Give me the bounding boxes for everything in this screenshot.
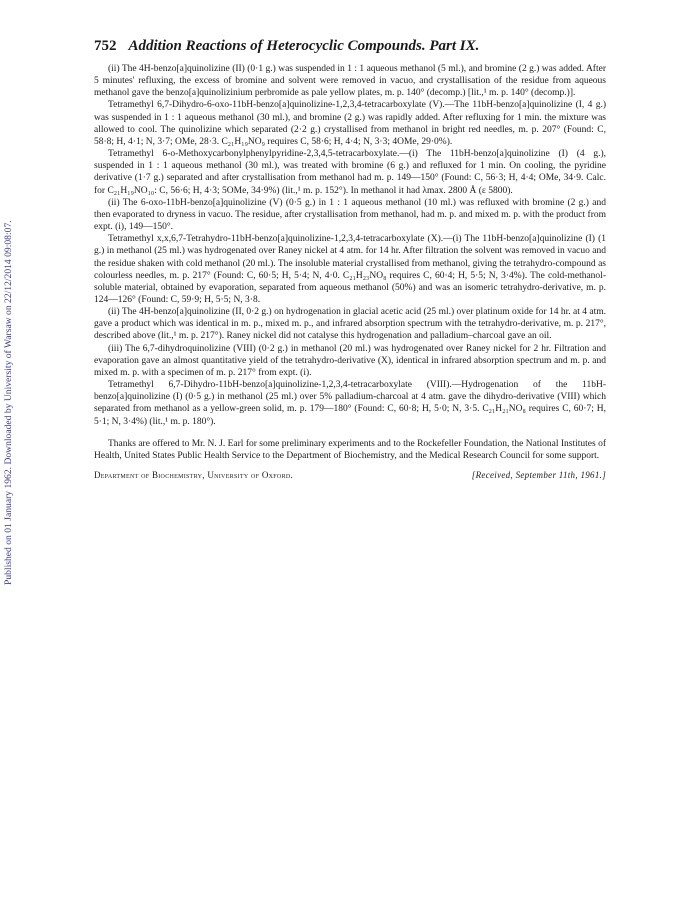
journal-page [94, 38, 606, 480]
download-watermark [3, 145, 17, 585]
paragraph-perbromide: (ii) The 4H-benzo[a]quinolizine (II) (0·1 g.) was suspended in 1 : 1 aqueous methanol (5 ml.), and bromine (2 g.) was added. After 5 minutes' refluxing, the excess of bromine and solvent were removed in vacuo, and crystallisation of the residue from aqueous methanol gave the benzo[a]quinolizinium perbromide as pale yellow plates, m. p. 140° (decomp.) [lit.,¹ m. p. 140° (decomp.)]. [94, 64, 606, 99]
running-title: Addition Reactions of Heterocyclic Compounds. Part IX. [128, 38, 480, 54]
paragraph-compound-x-iii: (iii) The 6,7-dihydroquinolizine (VIII) (0·2 g.) in methanol (20 ml.) was hydrogenated over Raney nickel for 2 hr. Filtration and evaporation gave an almost quantitative yield of the tetrahydro-derivative (X), identical in infrared absorption spectrum and m. p. and mixed m. p. with a specimen of m. p. 217° from expt. (i). [94, 343, 606, 378]
paragraph-compound-x-ii: (ii) The 4H-benzo[a]quinolizine (II, 0·2 g.) on hydrogenation in glacial acetic acid (25 ml.) over platinum oxide for 14 hr. at 4 atm. gave a product which was identical in m. p., mixed m. p., and infrared absorption spectrum with the tetrahydro-derivative, m. p. 217°, described above (lit.,¹ m. p. 217°). Raney nickel did not catalyse this hydrogenation and palladium–charcoal gave an oil. [94, 307, 606, 342]
department-address: Department of Biochemistry, University of Oxford. [94, 470, 294, 480]
download-watermark-text: Published on 01 January 1962. Downloaded by University of Warsaw on 22/12/2014 09:08:07. [3, 220, 14, 585]
paragraph-compound-viii: Tetramethyl 6,7-Dihydro-11bH-benzo[a]quinolizine-1,2,3,4-tetracarboxylate (VIII).—Hydrogenation of the 11bH-benzo[a]quinolizine (I) (0·5 g.) in methanol (25 ml.) over 5% palladium-charcoal at 4 atm. gave the dihydro-derivative (VIII) which separated from methanol as a yellow-green solid, m. p. 179—180° (Found: C, 60·8; H, 5·0; N, 3·5. C₂₁H₂₁NO₈ requires C, 60·7; H, 5·1; N, 3·4%) (lit.,¹ m. p. 180°). [94, 380, 606, 427]
paragraph-compound-v: Tetramethyl 6,7-Dihydro-6-oxo-11bH-benzo[a]quinolizine-1,2,3,4-tetracarboxylate (V).—The 11bH-benzo[a]quinolizine (I, 4 g.) was suspended in 1 : 1 aqueous methanol (30 ml.), and bromine (2 g.) was rapidly added. After refluxing for 1 min. the mixture was allowed to cool. The quinolizine which separated (2·2 g.) crystallised from methanol in bright red needles, m. p. 207° (Found: C, 58·8; H, 4·1; N, 3·7; OMe, 28·3. C₂₁H₁₉NO₉ requires C, 58·6; H, 4·4; N, 3·3; 4OMe, 29·0%). [94, 100, 606, 147]
article-footer [94, 470, 606, 480]
page-number: 752 [94, 38, 117, 54]
acknowledgement: Thanks are offered to Mr. N. J. Earl for some preliminary experiments and to the Rockefeller Foundation, the National Institutes of Health, United States Public Health Service to the Department of Biochemistry, and the Medical Research Council for some support. [94, 438, 606, 461]
running-header [94, 38, 606, 60]
paragraph-pyridine-i: Tetramethyl 6-o-Methoxycarbonylphenylpyridine-2,3,4,5-tetracarboxylate.—(i) The 11bH-benzo[a]quinolizine (I) (4 g.), suspended in 1 : 1 aqueous methanol (30 ml.), was treated with bromine (6 g.) and refluxed for 1 min. On cooling, the pyridine derivative (1·7 g.) separated and after crystallisation from methanol had m. p. 149—150° (Found: C, 56·3; H, 4·4; OMe, 34·9. Calc. for C₂₁H₁₉NO₁₀: C, 56·6; H, 4·3; 5OMe, 34·9%) (lit.,¹ m. p. 152°). In methanol it had λmax. 2800 Å (ε 5800). [94, 149, 606, 196]
received-date: [Received, September 11th, 1961.] [471, 470, 606, 480]
paragraph-compound-x-i: Tetramethyl x,x,6,7-Tetrahydro-11bH-benzo[a]quinolizine-1,2,3,4-tetracarboxylate (X).—(i) The 11bH-benzo[a]quinolizine (I) (1 g.) in methanol (25 ml.) was hydrogenated over Raney nickel at 4 atm. for 14 hr. After filtration the solvent was removed in vacuo and the residue shaken with cold methanol (20 ml.). The insoluble material crystallised from methanol, giving the tetrahydro-compound as colourless needles, m. p. 217° (Found: C, 60·5; H, 5·4; N, 4·0. C₂₁H₂₃NO₈ requires C, 60·4; H, 5·5; N, 3·4%). The cold-methanol-soluble material, obtained by evaporation, separated from aqueous methanol (50%) and was an isomeric tetrahydro-derivative, m. p. 124—126° (Found: C, 59·9; H, 5·5; N, 3·8. [94, 234, 606, 305]
paragraph-pyridine-ii: (ii) The 6-oxo-11bH-benzo[a]quinolizine (V) (0·5 g.) in 1 : 1 aqueous methanol (10 ml.) was refluxed with bromine (2 g.) and then evaporated to dryness in vacuo. The residue, after crystallisation from methanol, had m. p. and mixed m. p. with the product from expt. (i), 149—150°. [94, 197, 606, 233]
